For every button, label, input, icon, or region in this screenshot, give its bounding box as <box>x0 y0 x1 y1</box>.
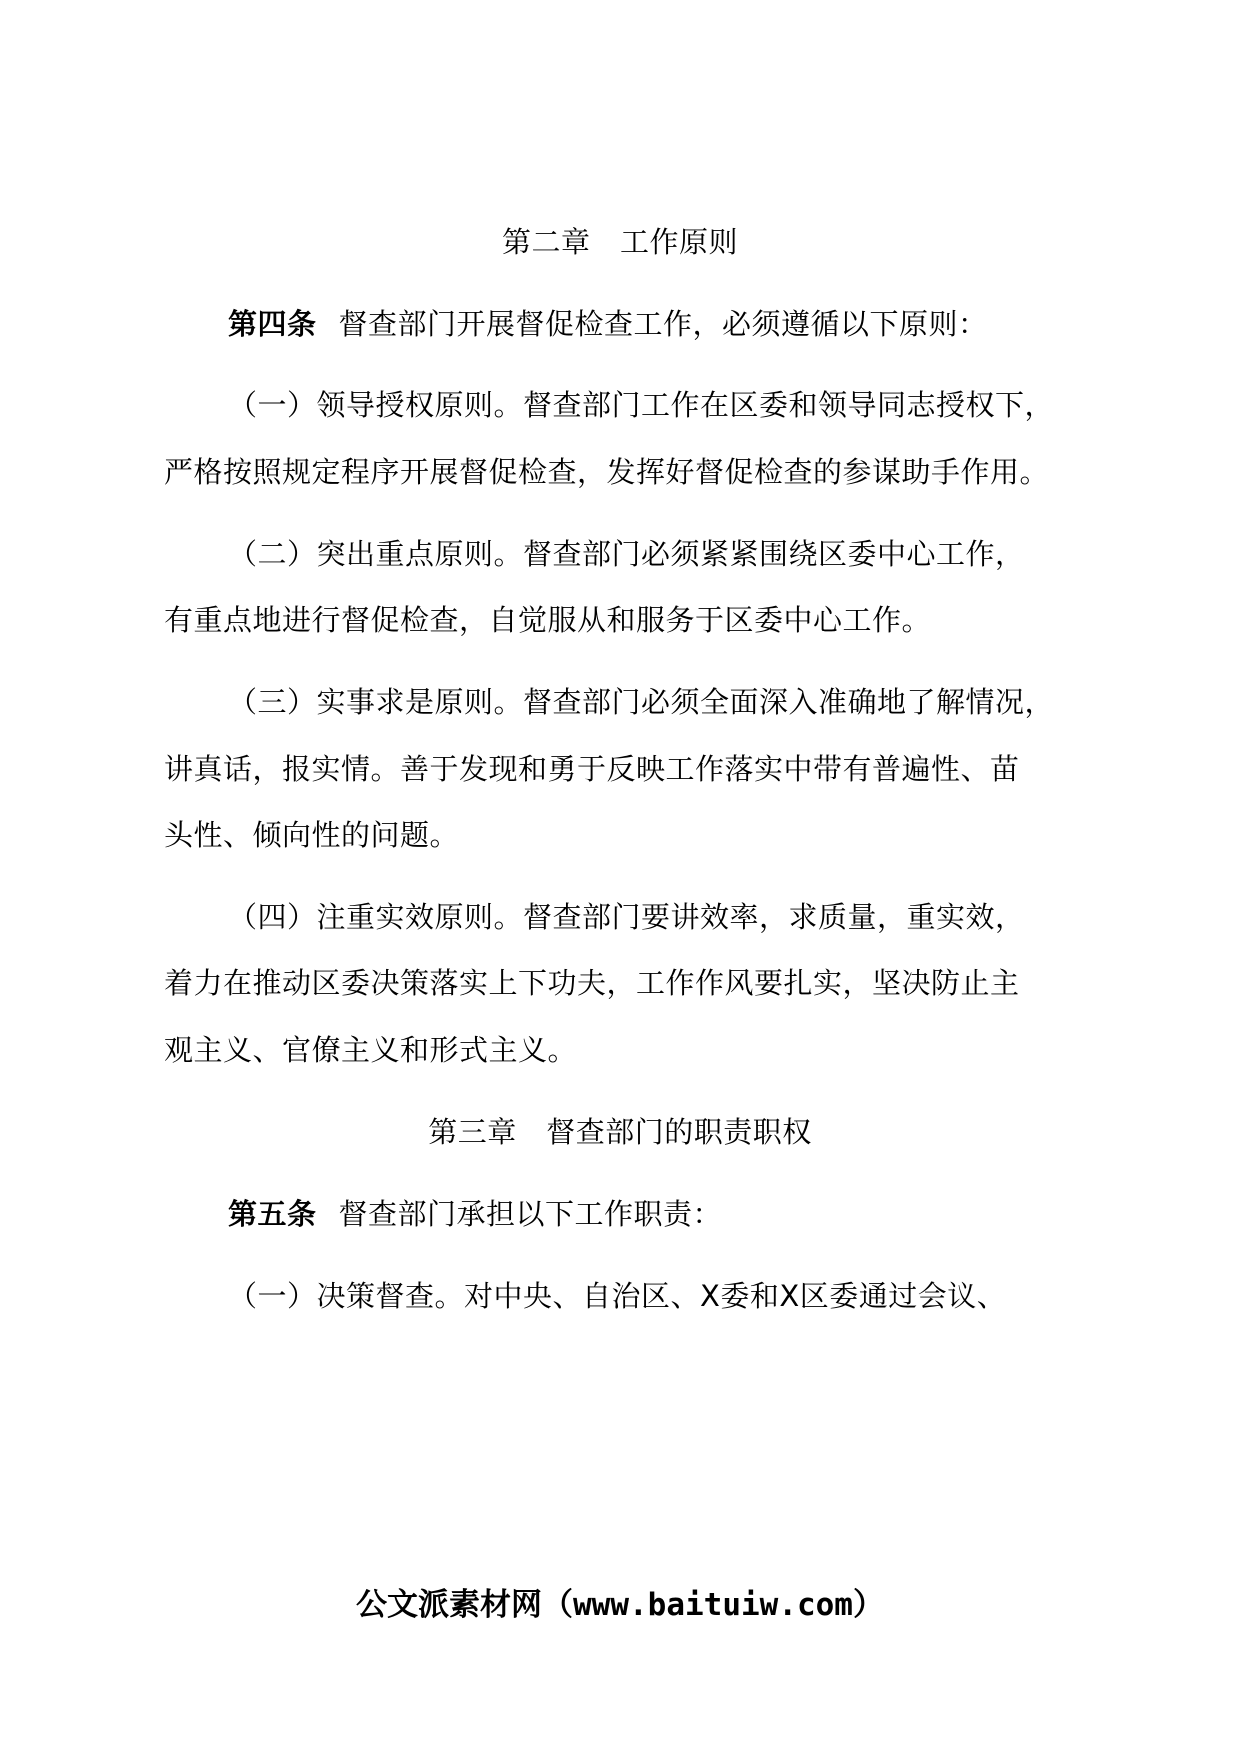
footer-site-name: 公文派素材网 <box>356 1587 543 1623</box>
article-5-label: 第五条 <box>228 1197 317 1231</box>
chapter-2-number: 第二章 <box>501 225 591 259</box>
footer-url: （www.baituiw.com） <box>542 1587 884 1623</box>
principle-4-line-1: （四）注重实效原则。督查部门要讲效率，求质量，重实效， <box>228 900 1025 934</box>
article-4-label: 第四条 <box>228 307 317 341</box>
duty-1-line-1: （一）决策督查。对中央、自治区、X委和X区委通过会议、 <box>228 1279 1007 1313</box>
article-4-text: 督查部门开展督促检查工作，必须遵循以下原则： <box>338 307 988 341</box>
principle-2-line-1: （二）突出重点原则。督查部门必须紧紧围绕区委中心工作， <box>228 537 1025 571</box>
principle-1-line-1: （一）领导授权原则。督查部门工作在区委和领导同志授权下， <box>228 388 1055 422</box>
chapter-2-heading <box>0 222 1240 262</box>
chapter-2-title: 工作原则 <box>620 225 739 259</box>
principle-3-line-2: 讲真话，报实情。善于发现和勇于反映工作落实中带有普遍性、苗 <box>164 752 1020 786</box>
principle-4-line-3: 观主义、官僚主义和形式主义。 <box>164 1033 578 1067</box>
article-5 <box>228 1194 722 1234</box>
chapter-3-heading <box>0 1112 1240 1152</box>
chapter-3-title: 督查部门的职责职权 <box>546 1115 812 1149</box>
chapter-3-number: 第三章 <box>428 1115 517 1149</box>
article-4 <box>228 304 988 344</box>
principle-1-line-2: 严格按照规定程序开展督促检查，发挥好督促检查的参谋助手作用。 <box>164 455 1050 489</box>
article-5-text: 督查部门承担以下工作职责： <box>338 1197 723 1231</box>
principle-3-line-1: （三）实事求是原则。督查部门必须全面深入准确地了解情况， <box>228 685 1055 719</box>
footer-watermark <box>0 1583 1240 1627</box>
principle-2-line-2: 有重点地进行督促检查，自觉服从和服务于区委中心工作。 <box>164 603 932 637</box>
principle-4-line-2: 着力在推动区委决策落实上下功夫，工作作风要扎实，坚决防止主 <box>164 966 1020 1000</box>
principle-3-line-3: 头性、倾向性的问题。 <box>164 818 460 852</box>
